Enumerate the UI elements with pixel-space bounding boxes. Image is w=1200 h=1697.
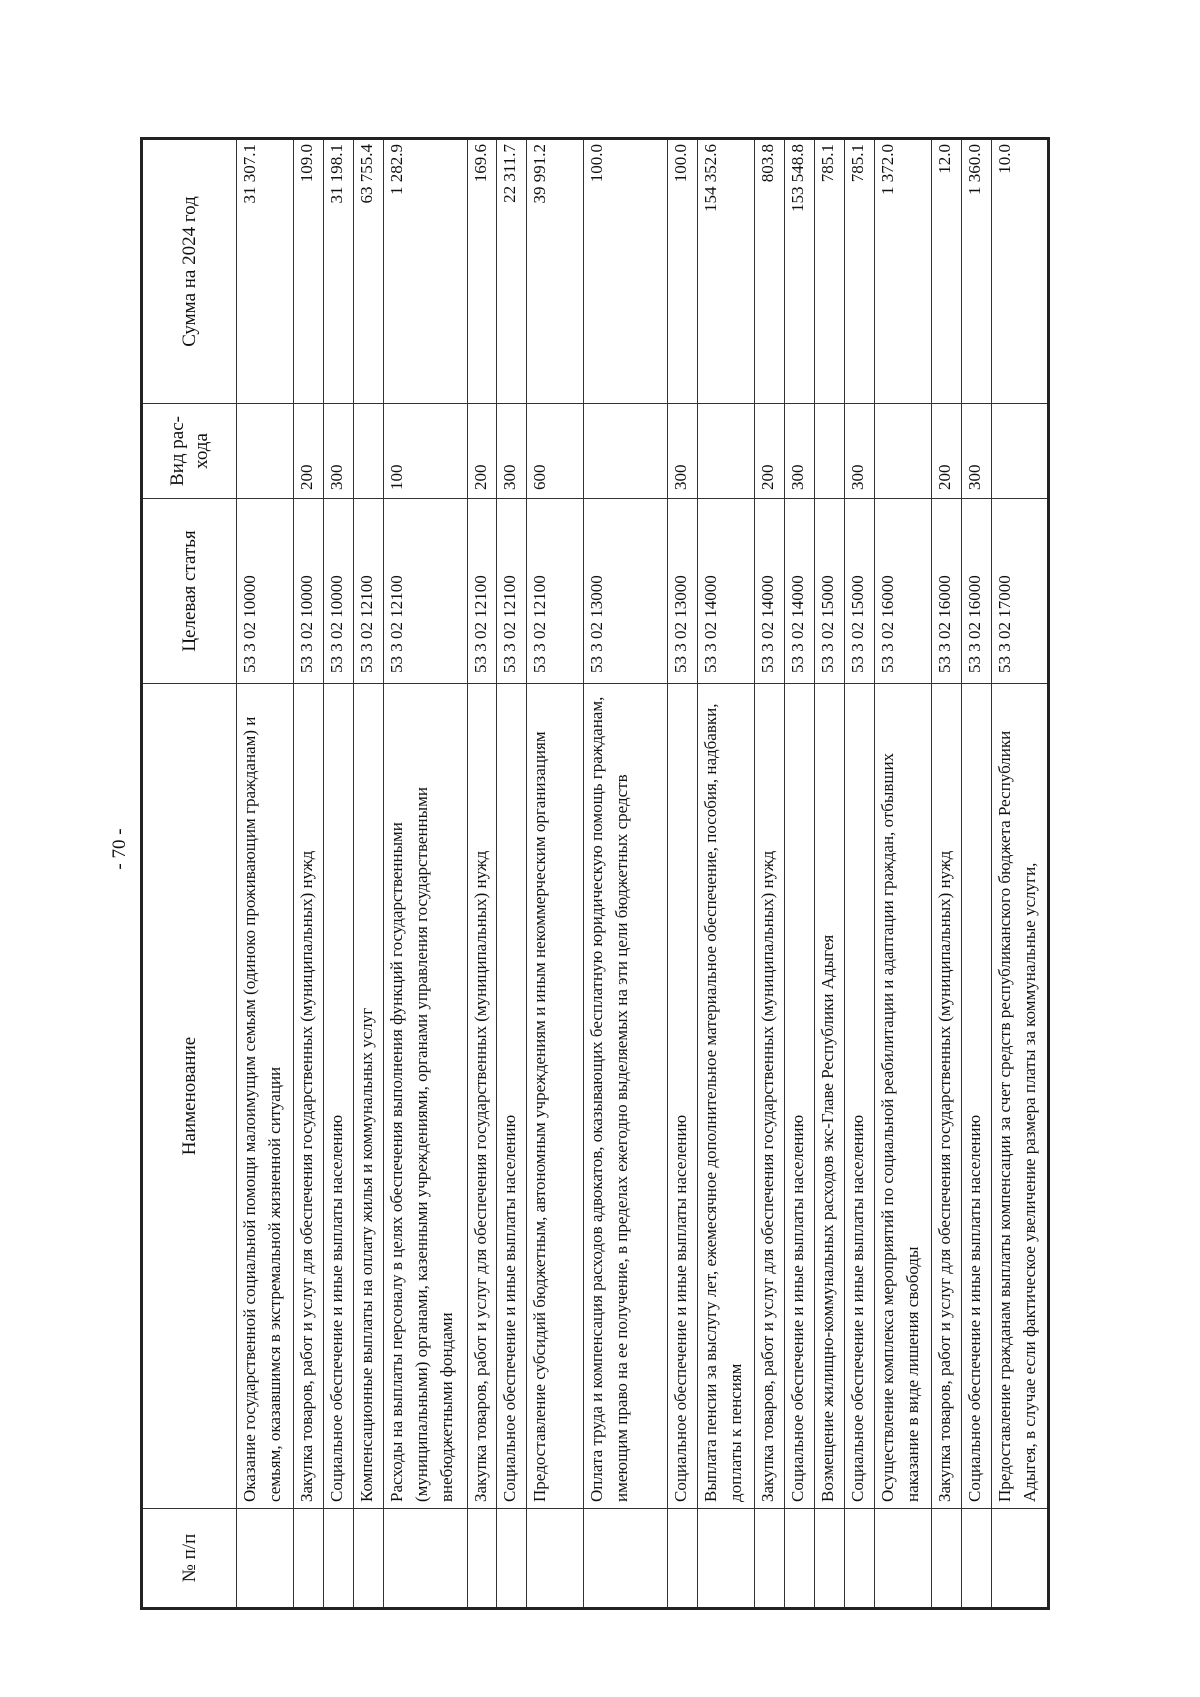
row-num-cell: [874, 1509, 931, 1609]
table-row: [668, 139, 698, 1609]
row-name-cell: Закупка товаров, работ и услуг для обеспечения государственных (муниципальных) нужд: [755, 684, 785, 1509]
row-kind-cell: 100: [383, 404, 467, 499]
row-num-cell: [527, 1509, 584, 1609]
row-sum-cell: 12.0: [931, 139, 961, 404]
table-row: [383, 139, 467, 1609]
row-num-cell: [815, 1509, 845, 1609]
row-name-cell: Оказание государственной социальной помощи малоимущим семьям (одиноко проживающим гражданам) и семьям, оказавшимся в экстремальной жизненной ситуации: [237, 684, 294, 1509]
row-num-cell: [324, 1509, 354, 1609]
row-code-cell: 53 3 02 15000: [844, 499, 874, 684]
row-sum-cell: 63 755.4: [353, 139, 383, 404]
row-sum-cell: 100.0: [584, 139, 668, 404]
row-sum-cell: 100.0: [668, 139, 698, 404]
header-num: № п/п: [142, 1509, 237, 1609]
row-name-cell: Социальное обеспечение и иные выплаты населению: [668, 684, 698, 1509]
header-kind: Вид рас- хода: [142, 404, 237, 499]
row-name-cell: Закупка товаров, работ и услуг для обеспечения государственных (муниципальных) нужд: [294, 684, 324, 1509]
row-kind-cell: [584, 404, 668, 499]
row-num-cell: [755, 1509, 785, 1609]
row-code-cell: 53 3 02 10000: [237, 499, 294, 684]
table-row: [497, 139, 527, 1609]
row-num-cell: [237, 1509, 294, 1609]
row-code-cell: 53 3 02 15000: [815, 499, 845, 684]
row-code-cell: 53 3 02 12100: [467, 499, 497, 684]
row-code-cell: 53 3 02 12100: [383, 499, 467, 684]
table-row: [294, 139, 324, 1609]
table-row: [755, 139, 785, 1609]
row-num-cell: [931, 1509, 961, 1609]
row-code-cell: 53 3 02 13000: [668, 499, 698, 684]
row-code-cell: 53 3 02 12100: [497, 499, 527, 684]
row-num-cell: [467, 1509, 497, 1609]
table-row: [698, 139, 755, 1609]
row-name-cell: Закупка товаров, работ и услуг для обеспечения государственных (муниципальных) нужд: [931, 684, 961, 1509]
row-kind-cell: 200: [294, 404, 324, 499]
table-row: [237, 139, 294, 1609]
row-name-cell: Компенсационные выплаты на оплату жилья и коммунальных услуг: [353, 684, 383, 1509]
table-row: [991, 139, 1049, 1609]
row-num-cell: [584, 1509, 668, 1609]
row-kind-cell: 300: [785, 404, 815, 499]
rotated-table-container: [140, 140, 1050, 1610]
row-kind-cell: 300: [497, 404, 527, 499]
row-kind-cell: 600: [527, 404, 584, 499]
table-row: [324, 139, 354, 1609]
row-code-cell: 53 3 02 16000: [961, 499, 991, 684]
header-sum: Сумма на 2024 год: [142, 139, 237, 404]
table-row: [467, 139, 497, 1609]
row-name-cell: Оплата труда и компенсация расходов адвокатов, оказывающих бесплатную юридическую помощь гражданам, имеющим право на ее получение, в пределах ежегодно выделяемых на эти цели бюджетных средств: [584, 684, 668, 1509]
row-code-cell: 53 3 02 10000: [324, 499, 354, 684]
row-sum-cell: 22 311.7: [497, 139, 527, 404]
row-sum-cell: 803.8: [755, 139, 785, 404]
row-name-cell: Социальное обеспечение и иные выплаты населению: [844, 684, 874, 1509]
table-header: [142, 139, 237, 1609]
row-num-cell: [294, 1509, 324, 1609]
row-sum-cell: 1 360.0: [961, 139, 991, 404]
row-kind-cell: [815, 404, 845, 499]
table-row: [353, 139, 383, 1609]
header-code: Целевая статья: [142, 499, 237, 684]
row-sum-cell: 154 352.6: [698, 139, 755, 404]
row-kind-cell: [237, 404, 294, 499]
row-name-cell: Социальное обеспечение и иные выплаты населению: [961, 684, 991, 1509]
row-num-cell: [785, 1509, 815, 1609]
table-row: [931, 139, 961, 1609]
row-name-cell: Выплата пенсии за выслугу лет, ежемесячное дополнительное материальное обеспечение, пособия, надбавки, доплаты к пенсиям: [698, 684, 755, 1509]
header-name: Наименование: [142, 684, 237, 1509]
table-row: [584, 139, 668, 1609]
row-kind-cell: [353, 404, 383, 499]
row-num-cell: [383, 1509, 467, 1609]
row-sum-cell: 785.1: [844, 139, 874, 404]
row-sum-cell: 153 548.8: [785, 139, 815, 404]
row-sum-cell: 785.1: [815, 139, 845, 404]
row-code-cell: 53 3 02 16000: [874, 499, 931, 684]
row-name-cell: Предоставление субсидий бюджетным, автономным учреждениям и иным некоммерческим организациям: [527, 684, 584, 1509]
table-body: [237, 139, 1049, 1609]
row-sum-cell: 169.6: [467, 139, 497, 404]
budget-table: [140, 137, 1050, 1610]
row-code-cell: 53 3 02 10000: [294, 499, 324, 684]
row-kind-cell: 300: [844, 404, 874, 499]
row-num-cell: [698, 1509, 755, 1609]
row-name-cell: Возмещение жилищно-коммунальных расходов экс-Главе Республики Адыгея: [815, 684, 845, 1509]
row-kind-cell: 200: [467, 404, 497, 499]
row-kind-cell: 200: [931, 404, 961, 499]
table-row: [961, 139, 991, 1609]
row-sum-cell: 1 372.0: [874, 139, 931, 404]
row-num-cell: [497, 1509, 527, 1609]
row-kind-cell: [698, 404, 755, 499]
row-name-cell: Предоставление гражданам выплаты компенсации за счет средств республиканского бюджета Республики Адыгея, в случае если фактическое увеличение размера платы за коммунальные услуги,: [991, 684, 1049, 1509]
row-code-cell: 53 3 02 12100: [353, 499, 383, 684]
page-number: - 70 -: [109, 828, 130, 870]
row-sum-cell: 31 307.1: [237, 139, 294, 404]
row-name-cell: Социальное обеспечение и иные выплаты населению: [785, 684, 815, 1509]
row-code-cell: 53 3 02 14000: [785, 499, 815, 684]
row-num-cell: [844, 1509, 874, 1609]
table-row: [815, 139, 845, 1609]
row-kind-cell: [991, 404, 1049, 499]
row-sum-cell: 10.0: [991, 139, 1049, 404]
row-num-cell: [668, 1509, 698, 1609]
row-sum-cell: 1 282.9: [383, 139, 467, 404]
row-code-cell: 53 3 02 16000: [931, 499, 961, 684]
row-sum-cell: 39 991.2: [527, 139, 584, 404]
row-sum-cell: 31 198.1: [324, 139, 354, 404]
row-num-cell: [961, 1509, 991, 1609]
row-name-cell: Расходы на выплаты персоналу в целях обеспечения выполнения функций государственными (муниципальными) органами, казенными учреждениями, органами управления государственными внебюджетными фондами: [383, 684, 467, 1509]
row-num-cell: [353, 1509, 383, 1609]
table-row: [844, 139, 874, 1609]
table-row: [785, 139, 815, 1609]
row-name-cell: Социальное обеспечение и иные выплаты населению: [324, 684, 354, 1509]
row-kind-cell: 300: [668, 404, 698, 499]
row-kind-cell: 300: [961, 404, 991, 499]
row-code-cell: 53 3 02 14000: [698, 499, 755, 684]
row-code-cell: 53 3 02 17000: [991, 499, 1049, 684]
row-name-cell: Социальное обеспечение и иные выплаты населению: [497, 684, 527, 1509]
row-name-cell: Осуществление комплекса мероприятий по социальной реабилитации и адаптации граждан, отбывших наказание в виде лишения свободы: [874, 684, 931, 1509]
row-num-cell: [991, 1509, 1049, 1609]
row-kind-cell: [874, 404, 931, 499]
row-code-cell: 53 3 02 12100: [527, 499, 584, 684]
table-row: [527, 139, 584, 1609]
row-sum-cell: 109.0: [294, 139, 324, 404]
row-code-cell: 53 3 02 13000: [584, 499, 668, 684]
row-kind-cell: 200: [755, 404, 785, 499]
table-row: [874, 139, 931, 1609]
row-code-cell: 53 3 02 14000: [755, 499, 785, 684]
row-kind-cell: 300: [324, 404, 354, 499]
row-name-cell: Закупка товаров, работ и услуг для обеспечения государственных (муниципальных) нужд: [467, 684, 497, 1509]
